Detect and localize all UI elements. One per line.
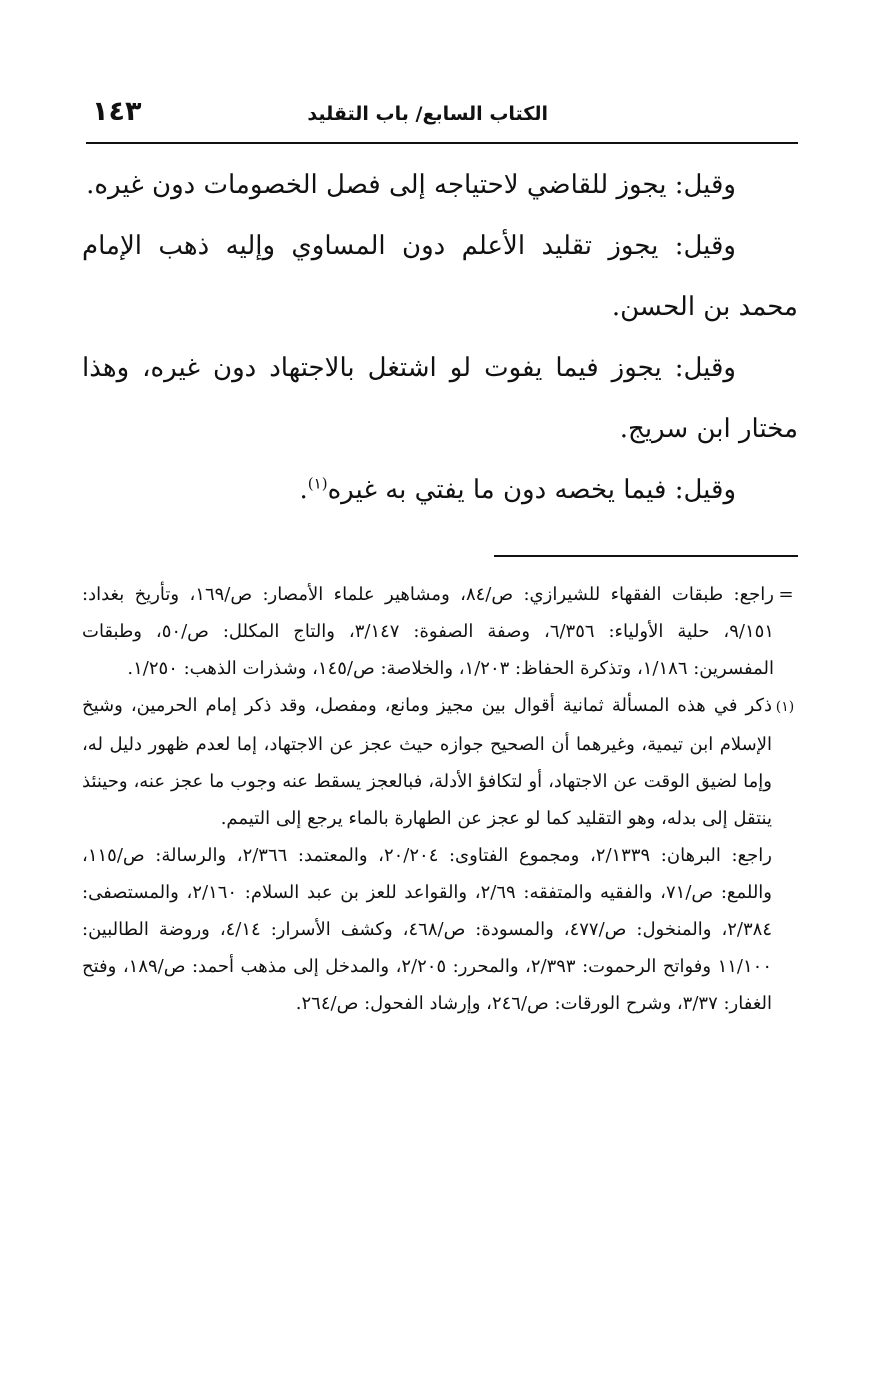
footnote-1-references: راجع: البرهان: ٢/١٣٣٩، ومجموع الفتاوى: ٢٠/٢٠٤، والمعتمد: ٢/٣٦٦، والرسالة: ص/١١٥، واللمع: ص/٧١، والفقيه والمتفقه: ٢/٦٩، والقواعد للعز بن عبد السلام: ٢/١٦٠، والمستصفى: ٢/٣٨٤، والمنخول: ص/٤٧٧، والمسودة: ص/٤٦٨، وكشف الأسرار: ٤/١٤، وروضة الطالبين: ١١/١٠٠ وفواتح الرحموت: ٢/٣٩٣، والمحرر: ٢/٢٠٥، والمدخل إلى مذهب أحمد: ص/١٨٩، وفتح الغفار: ٣/٣٧، وشرح الورقات: ص/٢٤٦، وإرشاد الفحول: ص/٢٦٤. bbox=[82, 845, 773, 1014]
sentence-end: . bbox=[299, 475, 308, 505]
continuation-marker: = bbox=[778, 584, 794, 605]
body-paragraph-text: وقيل: فيما يخصه دون ما يفتي به غيره bbox=[327, 475, 736, 505]
footnote-separator bbox=[494, 555, 798, 557]
footnote-continuation bbox=[82, 576, 798, 687]
body-paragraph-last bbox=[82, 460, 798, 521]
footnote-1 bbox=[82, 687, 798, 837]
footnote-number: (١) bbox=[775, 699, 795, 715]
footnotes bbox=[82, 576, 798, 1022]
running-title: الكتاب السابع/ باب التقليد bbox=[307, 103, 548, 125]
footnote-continuation-text: راجع: طبقات الفقهاء للشيرازي: ص/٨٤، ومشاهير علماء الأمصار: ص/١٦٩، وتأريخ بغداد: ٩/١٥١، حلية الأولياء: ٦/٣٥٦، وصفة الصفوة: ٣/١٤٧، والتاج المكلل: ص/٥٠، وطبقات المفسرين: ١/١٨٦، وتذكرة الحفاظ: ١/٢٠٣، والخلاصة: ص/١٤٥، وشذرات الذهب: ١/٢٥٠. bbox=[82, 584, 775, 679]
main-text bbox=[82, 155, 798, 521]
body-paragraph: وقيل: يجوز فيما يفوت لو اشتغل بالاجتهاد دون غيره، وهذا مختار ابن سريج. bbox=[82, 353, 798, 444]
footnote-reference: (١) bbox=[307, 474, 328, 493]
body-paragraph: وقيل: يجوز تقليد الأعلم دون المساوي وإليه ذهب الإمام محمد بن الحسن. bbox=[82, 231, 798, 322]
page-number: ١٤٣ bbox=[92, 96, 142, 127]
header-rule bbox=[86, 142, 798, 144]
footnote-1-text: ذكر في هذه المسألة ثمانية أقوال بين مجيز ومانع، ومفصل، وقد ذكر إمام الحرمين، وشيخ الإسلام ابن تيمية، وغيرهما أن الصحيح جوازه حيث عجز عن الاجتهاد، إما لعدم ظهور دليل له، وإما لضيق الوقت عن الاجتهاد، أو لتكافؤ الأدلة، فبالعجز يسقط عنه وجوب ما عجز عنه، وحينئذ ينتقل إلى بدله، وهو التقليد كما لو عجز عن الطهارة بالماء يرجع إلى التيمم. bbox=[82, 695, 772, 829]
body-paragraph: وقيل: يجوز للقاضي لاحتياجه إلى فصل الخصومات دون غيره. bbox=[86, 170, 736, 200]
